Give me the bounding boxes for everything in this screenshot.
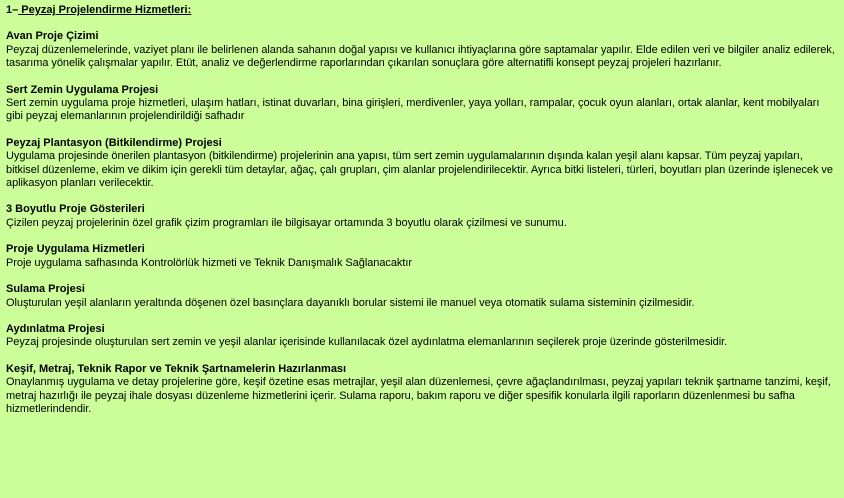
section-title: 3 Boyutlu Proje Gösterileri (6, 203, 145, 216)
section-body: Peyzaj düzenlemelerinde, vaziyet planı ile belirlenen alanda sahanın doğal yapısı ve kullanıcı ihtiyaçlarına göre saptamalar yapılır. Elde edilen veri ve bilgiler analiz edilerek, tasarıma yönelik çalışmalar yapılır. Etüt, analiz ve değerlendirme raporlarından çıkarılan sonuçlara göre alternatifli konsept peyzaj projeleri hazırlanır. (6, 43, 835, 70)
section-title: Sulama Projesi (6, 283, 85, 296)
section-body: Proje uygulama safhasında Kontrolörlük hizmeti ve Teknik Danışmalık Sağlanacaktır (6, 256, 413, 269)
section-sert-zemin (6, 84, 838, 124)
section-kesif-metraj (6, 363, 838, 417)
section-body: Uygulama projesinde önerilen plantasyon (bitkilendirme) projelerinin ana yapısı, tüm sert zemin uygulamalarının dışında kalan yeşil alanı kapsar. Tüm peyzaj yapıları, bitkisel düzenleme, ekim ve dikim için gerekli tüm detaylar, ağaç, çalı grupları, çim alanlar projelendirilecektir. Ayrıca bitki listeleri, türleri, boyutları plan üzerinde işlenecek ve aplikasyon planları verilecektir. (6, 150, 833, 190)
section-title: Avan Proje Çizimi (6, 30, 99, 43)
section-body: Peyzaj projesinde oluşturulan sert zemin ve yeşil alanlar içerisinde kullanılacak özel aydınlatma elemanlarının seçilerek proje üzerinde gösterilmesidir. (6, 336, 728, 349)
section-3d-gosterim (6, 203, 838, 230)
section-avan-proje (6, 30, 838, 70)
section-title: Aydınlatma Projesi (6, 322, 105, 335)
section-body: Sert zemin uygulama proje hizmetleri, ulaşım hatları, istinat duvarları, bina girişleri, merdivenler, yaya yolları, rampalar, çocuk oyun alanları, ortak alanlar, kent mobilyaları gibi peyzaj elemanlarının projelendirildiği safhadır (6, 97, 820, 123)
page-title-number: 1– (6, 4, 19, 16)
page-title-text: Peyzaj Projelendirme Hizmetleri: (18, 4, 192, 16)
section-aydinlatma (6, 323, 838, 350)
page-title (6, 4, 838, 17)
section-sulama (6, 283, 838, 310)
section-title: Proje Uygulama Hizmetleri (6, 243, 145, 256)
section-body: Oluşturulan yeşil alanların yeraltında döşenen özel basınçlara dayanıklı borular sistemi ile manuel veya otomatik sulama sisteminin çizilmesidir. (6, 296, 695, 309)
section-uygulama-hizmetleri (6, 243, 838, 270)
section-plantasyon (6, 137, 838, 191)
section-body: Onaylanmış uygulama ve detay projelerine göre, keşif özetine esas metrajlar, yeşil alan düzenlemesi, çevre ağaçlandırılması, peyzaj yapıları teknik şartname tanzimi, keşif, metraj hazırlığı ile peyzaj ihale dosyası düzenleme hizmetlerini içerir. Sulama raporu, bakım raporu ve diğer spesifik konularla ilgili raporların düzenlenmesi bu safha hizmetlerindendir. (6, 376, 831, 415)
section-title: Sert Zemin Uygulama Projesi (6, 83, 159, 96)
section-title: Keşif, Metraj, Teknik Rapor ve Teknik Şartnamelerin Hazırlanması (6, 362, 347, 375)
section-body: Çizilen peyzaj projelerinin özel grafik çizim programları ile bilgisayar ortamında 3 boyutlu olarak çizilmesi ve sunumu. (6, 216, 567, 229)
section-title: Peyzaj Plantasyon (Bitkilendirme) Projesi (6, 136, 222, 149)
